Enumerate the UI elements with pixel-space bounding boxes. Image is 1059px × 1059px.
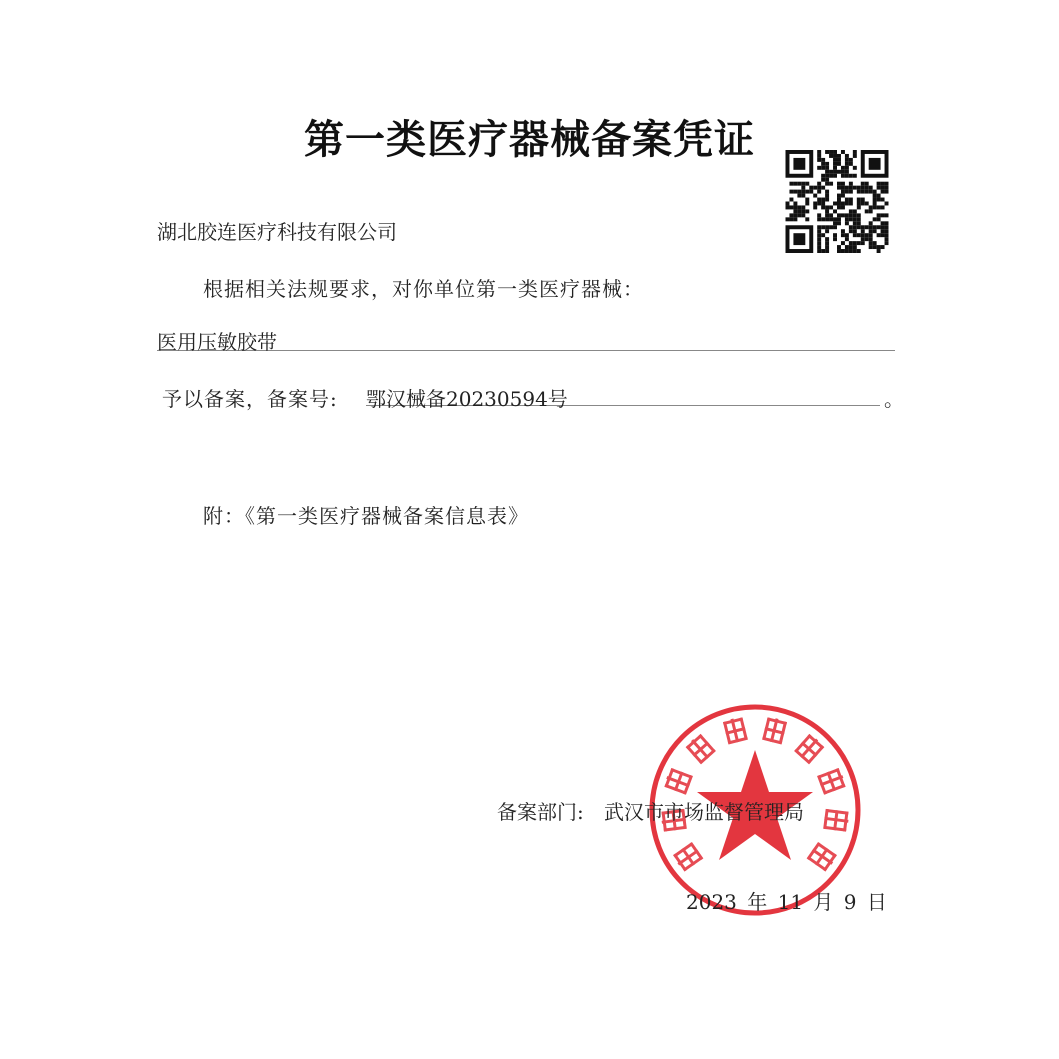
seal-glyph xyxy=(672,842,703,872)
seal-glyph xyxy=(762,716,787,744)
seal-glyph xyxy=(723,716,748,744)
department-name: 武汉市市场监督管理局 xyxy=(604,800,804,824)
record-number: 鄂汉械备20230594号 xyxy=(366,387,568,411)
seal-glyph xyxy=(817,768,846,795)
document-title: 第一类医疗器械备案凭证 xyxy=(304,116,755,163)
seal-glyph xyxy=(823,809,849,832)
product-name: 医用压敏胶带 xyxy=(157,330,277,354)
company-name: 湖北胶连医疗科技有限公司 xyxy=(157,220,397,244)
issue-date: 2023 年 11 月 9 日 xyxy=(686,890,887,914)
seal-glyph xyxy=(685,733,716,764)
attachment-text: 附：《第一类医疗器械备案信息表》 xyxy=(203,504,529,528)
period: 。 xyxy=(884,387,904,411)
intro-text: 根据相关法规要求，对你单位第一类医疗器械： xyxy=(203,277,644,301)
seal-glyph xyxy=(807,842,838,872)
department-label: 备案部门: xyxy=(497,800,584,824)
record-prefix: 予以备案，备案号: xyxy=(162,387,338,411)
seal-glyph xyxy=(663,768,692,795)
qr-code xyxy=(785,150,889,253)
seal-glyph xyxy=(794,733,825,764)
